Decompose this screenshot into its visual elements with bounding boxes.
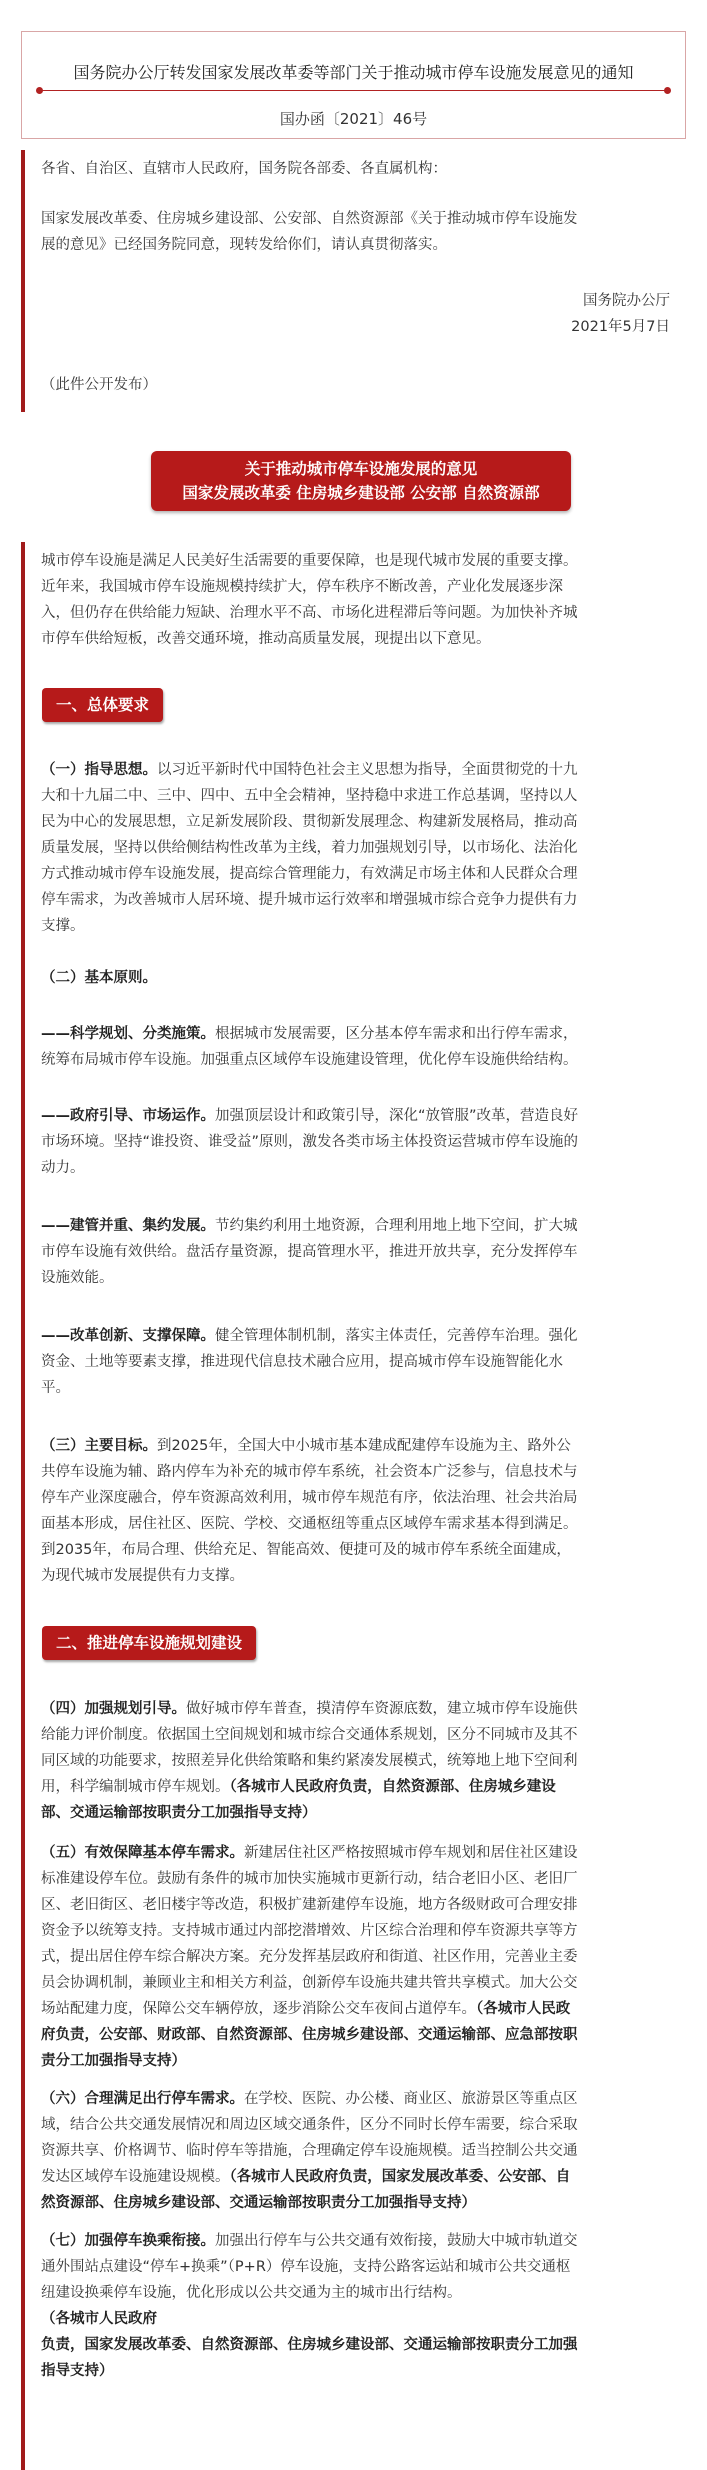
notice-text-line: 国家发展改革委、住房城乡建设部、公安部、自然资源部《关于推动城市停车设施发 [41, 211, 578, 227]
opinion-body [21, 542, 686, 2470]
text-line: 给能力评价制度。依据国土空间规划和城市综合交通体系规划，区分不同城市及其不 [41, 1727, 578, 1743]
text-line: 到2025年，全国大中小城市基本建成配建停车设施为主、路外公 [157, 1438, 571, 1454]
banner-issuers: 国家发展改革委 住房城乡建设部 公安部 自然资源部 [182, 484, 540, 502]
text-line: 健全管理体制机制，落实主体责任，完善停车治理。强化 [215, 1328, 578, 1344]
text-line: 入，但仍存在供给能力短缺、治理水平不高、市场化进程滞后等问题。为加快补齐城 [41, 605, 578, 621]
text-line: 动力。 [41, 1160, 85, 1176]
paragraph-lead: （三）主要目标。 [41, 1438, 157, 1454]
opinion-title-banner [151, 451, 571, 511]
notice-body [21, 150, 686, 412]
text-line: 民为中心的发展思想，立足新发展阶段、贯彻新发展理念、构建新发展格局，推动高 [41, 814, 578, 830]
paragraph-lead: ——科学规划、分类施策。 [41, 1026, 215, 1042]
paragraph-lead: ——改革创新、支撑保障。 [41, 1328, 215, 1344]
text-line: 资金、土地等要素支撑，推进现代信息技术融合应用，提高城市停车设施智能化水 [41, 1354, 563, 1370]
text-line: 设施效能。 [41, 1270, 114, 1286]
trip-parking-demand-paragraph [41, 2086, 678, 2216]
text-line: 为现代城市发展提供有力支撑。 [41, 1568, 244, 1584]
basic-principles-heading [41, 965, 678, 991]
responsibility-note: 负责，国家发展改革委、自然资源部、住房城乡建设部、交通运输部按职责分工加强 [41, 2337, 578, 2353]
park-and-ride-paragraph [41, 2228, 678, 2384]
text-line: 资源共享、价格调节、临时停车等措施，合理确定停车设施规模。适当控制公共交通 [41, 2143, 578, 2159]
text-line: 统筹布局城市停车设施。加强重点区域停车设施建设管理，优化停车设施供给结构。 [41, 1052, 578, 1068]
text-line: 员会协调机制，兼顾业主和相关方利益，创新停车设施共建共管共享模式。加大公交 [41, 1975, 578, 1991]
notice-title: 国务院办公厅转发国家发展改革委等部门关于推动城市停车设施发展意见的通知 [73, 63, 634, 82]
text-line: 市场环境。坚持“谁投资、谁受益”原则，激发各类市场主体投资运营城市停车设施的 [41, 1134, 579, 1150]
text-line: 方式推动城市停车设施发展，提高综合管理能力，有效满足市场主体和人民群众合理 [41, 866, 578, 882]
responsibility-note: 责分工加强指导支持） [41, 2053, 186, 2069]
text-line: 加强出行停车与公共交通有效衔接，鼓励大中城市轨道交 [215, 2233, 578, 2249]
text-line: 同区域的功能要求，按照差异化供给策略和集约紧凑发展模式，统筹地上地下空间利 [41, 1753, 578, 1769]
principle-paragraph [41, 1021, 678, 1073]
intro-paragraph [41, 548, 678, 652]
paragraph-lead: （七）加强停车换乘衔接。 [41, 2233, 215, 2249]
main-targets-paragraph [41, 1433, 678, 1589]
responsibility-note: （各城市人民政 [476, 2001, 571, 2017]
planning-guidance-paragraph [41, 1696, 678, 1826]
paragraph-lead: （五）有效保障基本停车需求。 [41, 1845, 244, 1861]
text-line: 式，提出居住停车综合解决方案。充分发挥基层政府和街道、社区作用，完善业主委 [41, 1949, 578, 1965]
text-line: 在学校、医院、办公楼、商业区、旅游景区等重点区 [244, 2091, 578, 2107]
text-line: 大和十九届二中、三中、四中、五中全会精神，坚持稳中求进工作总基调，坚持以人 [41, 788, 578, 804]
responsibility-note: 指导支持） [41, 2363, 114, 2379]
text-line: 根据城市发展需要，区分基本停车需求和出行停车需求， [215, 1026, 578, 1042]
text-line: 新建居住社区严格按照城市停车规划和居住社区建设 [244, 1845, 578, 1861]
text-line: 支撑。 [41, 918, 85, 934]
text-line: 以习近平新时代中国特色社会主义思想为指导，全面贯彻党的十九 [157, 762, 578, 778]
paragraph-lead: （六）合理满足出行停车需求。 [41, 2091, 244, 2107]
text-line: 资金予以统筹支持。支持城市通过内部挖潜增效、片区综合治理和停车资源共享等方 [41, 1923, 578, 1939]
text-line: 平。 [41, 1380, 70, 1396]
text-line: 用，科学编制城市停车规划。 [41, 1779, 230, 1795]
responsibility-note: 部、交通运输部按职责分工加强指导支持） [41, 1805, 317, 1821]
text-line: 通外围站点建设“停车+换乘”（P+R）停车设施，支持公路客运站和城市公共交通枢 [41, 2259, 571, 2275]
text-line: 城市停车设施是满足人民美好生活需要的重要保障，也是现代城市发展的重要支撑。 [41, 553, 578, 569]
text-line: 市停车设施有效供给。盘活存量资源，提高管理水平，推进开放共享，充分发挥停车 [41, 1244, 578, 1260]
responsibility-note: 然资源部、住房城乡建设部、交通运输部按职责分工加强指导支持） [41, 2195, 476, 2211]
responsibility-note: （各城市人民政府负责，国家发展改革委、公安部、自 [229, 2169, 571, 2185]
text-line: 停车需求，为改善城市人居环境、提升城市运行效率和增强城市综合竞争力提供有力 [41, 892, 578, 908]
notice-text-line: 展的意见》已经国务院同意，现转发给你们，请认真贯彻落实。 [41, 237, 447, 253]
paragraph-lead: （四）加强规划引导。 [41, 1701, 186, 1717]
principle-paragraph [41, 1103, 678, 1181]
divider-dot-right [664, 87, 671, 94]
paragraph-lead: （一）指导思想。 [41, 762, 157, 778]
text-line: 停车产业深度融合，停车资源高效利用，城市停车规范有序，依法治理、社会共治局 [41, 1490, 578, 1506]
text-line: 近年来，我国城市停车设施规模持续扩大，停车秩序不断改善，产业化发展逐步深 [41, 579, 563, 595]
text-line: 场站配建力度，保障公交车辆停放，逐步消除公交车夜间占道停车。 [41, 2001, 476, 2017]
document-number: 国办函〔2021〕46号 [279, 110, 428, 128]
banner-title: 关于推动城市停车设施发展的意见 [244, 460, 478, 478]
text-line: 共停车设施为辅、路内停车为补充的城市停车系统，社会资本广泛参与，信息技术与 [41, 1464, 578, 1480]
text-line: 到2035年，布局合理、供给充足、智能高效、便捷可及的城市停车系统全面建成， [41, 1542, 571, 1558]
paragraph-lead: （二）基本原则。 [41, 970, 157, 986]
text-line: 标准建设停车位。鼓励有条件的城市加快实施城市更新行动，结合老旧小区、老旧厂 [41, 1871, 578, 1887]
divider-dot-left [36, 87, 43, 94]
principle-paragraph [41, 1213, 678, 1291]
guiding-ideology-paragraph [41, 757, 678, 939]
notice-date: 2021年5月7日 [571, 319, 670, 335]
text-line: 市停车供给短板，改善交通环境，推动高质量发展，现提出以下意见。 [41, 631, 491, 647]
signer: 国务院办公厅 [583, 293, 670, 309]
basic-parking-demand-paragraph [41, 1840, 678, 2074]
text-line: 节约集约利用土地资源，合理利用地上地下空间，扩大城 [215, 1218, 578, 1234]
text-line: 面基本形成，居住社区、医院、学校、交通枢纽等重点区域停车需求基本得到满足。 [41, 1516, 578, 1532]
responsibility-note: （各城市人民政府 [41, 2311, 157, 2327]
section-heading-planning-construction: 二、推进停车设施规划建设 [42, 1626, 256, 1660]
text-line: 质量发展，坚持以供给侧结构性改革为主线，着力加强规划引导，以市场化、法治化 [41, 840, 578, 856]
header-divider [39, 90, 668, 91]
text-line: 做好城市停车普查，摸清停车资源底数，建立城市停车设施供 [186, 1701, 578, 1717]
responsibility-note: （各城市人民政府负责，自然资源部、住房城乡建设 [229, 1779, 556, 1795]
text-line: 发达区域停车设施建设规模。 [41, 2169, 230, 2185]
text-line: 纽建设换乘停车设施，优化形成以公共交通为主的城市出行结构。 [41, 2285, 462, 2301]
text-line: 加强顶层设计和政策引导，深化“放管服”改革，营造良好 [215, 1108, 579, 1124]
publish-note: （此件公开发布） [41, 377, 157, 393]
notice-header [21, 31, 686, 139]
addressees: 各省、自治区、直辖市人民政府，国务院各部委、各直属机构： [41, 161, 447, 177]
responsibility-note: 府负责，公安部、财政部、自然资源部、住房城乡建设部、交通运输部、应急部按职 [41, 2027, 578, 2043]
section-heading-general-requirements: 一、总体要求 [42, 688, 163, 722]
paragraph-lead: ——建管并重、集约发展。 [41, 1218, 215, 1234]
principle-paragraph [41, 1323, 678, 1401]
text-line: 域，结合公共交通发展情况和周边区域交通条件，区分不同时长停车需要，综合采取 [41, 2117, 578, 2133]
text-line: 区、老旧街区、老旧楼宇等改造，积极扩建新建停车设施，地方各级财政可合理安排 [41, 1897, 578, 1913]
paragraph-lead: ——政府引导、市场运作。 [41, 1108, 215, 1124]
